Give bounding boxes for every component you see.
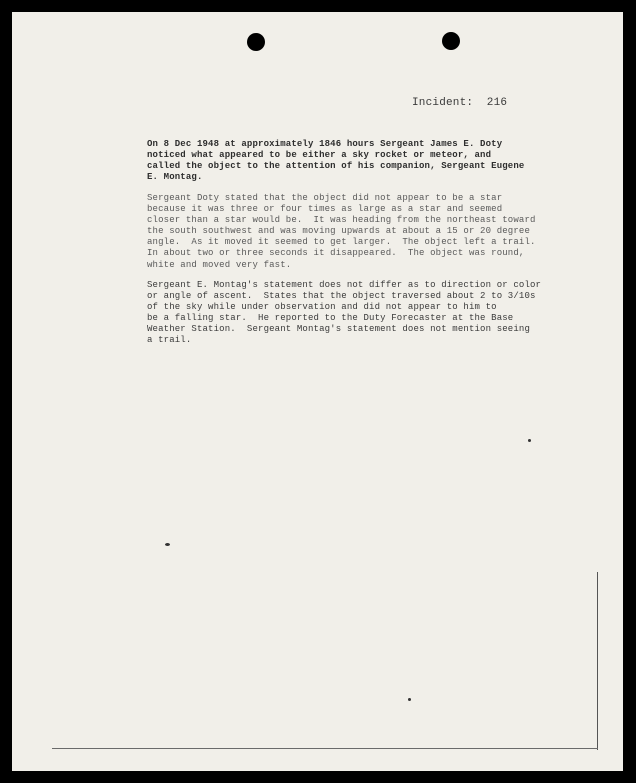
page-edge-line-vertical: [597, 572, 598, 750]
ink-speck: [408, 698, 411, 701]
text-line: of the sky while under observation and did not appear to him to: [147, 302, 497, 313]
text-line: noticed what appeared to be either a sky rocket or meteor, and: [147, 150, 492, 161]
text-line: be a falling star. He reported to the Duty Forecaster at the Base: [147, 313, 514, 324]
text-line: E. Montag.: [147, 172, 203, 183]
incident-number: Incident: 216: [412, 97, 508, 109]
text-line: called the object to the attention of his companion, Sergeant Eugene: [147, 161, 525, 172]
text-line: Weather Station. Sergeant Montag's statement does not mention seeing: [147, 324, 531, 335]
page-edge-line-horizontal: [52, 748, 598, 749]
text-line: or angle of ascent. States that the object traversed about 2 to 3/10s: [147, 291, 536, 302]
text-line: angle. As it moved it seemed to get larger. The object left a trail.: [147, 237, 536, 248]
punch-hole-right: [442, 32, 460, 50]
ink-speck: [165, 543, 170, 546]
text-line: Sergeant E. Montag's statement does not differ as to direction or color: [147, 280, 542, 290]
text-line: closer than a star would be. It was heading from the northeast toward: [147, 215, 536, 226]
document-page: [12, 12, 623, 771]
paragraph-1: [147, 139, 547, 183]
paragraph-3: [147, 280, 547, 347]
text-line: In about two or three seconds it disappeared. The object was round,: [147, 248, 525, 259]
text-line: Sergeant Doty stated that the object did not appear to be a star: [147, 193, 503, 203]
text-line: the south southwest and was moving upwards at about a 15 or 20 degree: [147, 226, 531, 237]
text-line: a trail.: [147, 335, 192, 346]
text-line: On 8 Dec 1948 at approximately 1846 hours Sergeant James E. Doty: [147, 139, 503, 149]
ink-speck: [528, 439, 531, 442]
paragraph-2: [147, 193, 547, 271]
text-line: white and moved very fast.: [147, 259, 292, 270]
text-line: because it was three or four times as large as a star and seemed: [147, 204, 503, 215]
punch-hole-left: [247, 33, 265, 51]
